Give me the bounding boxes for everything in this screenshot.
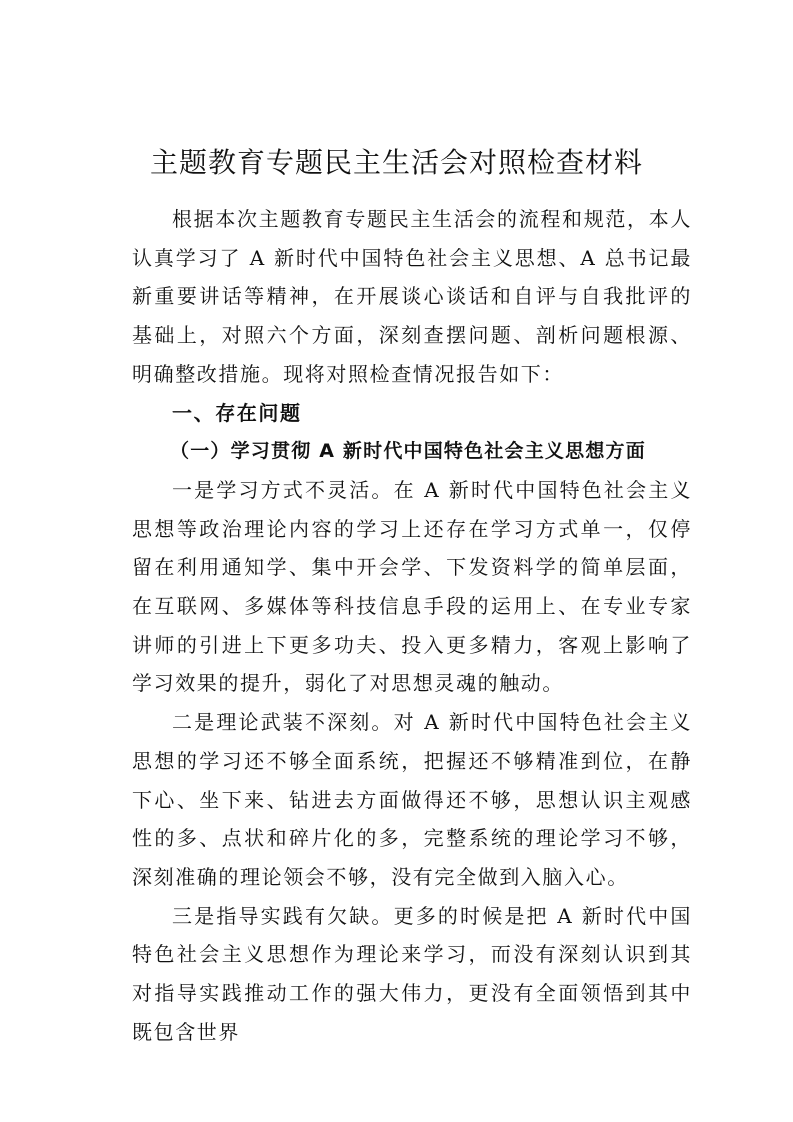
document-body — [132, 200, 692, 1051]
subsection-heading: （一）学习贯彻 A 新时代中国特色社会主义思想方面 — [170, 440, 646, 463]
point-paragraph: 一是学习方式不灵活。在 A 新时代中国特色社会主义思想等政治理论内容的学习上还存在学习方式单一，仅停留在利用通知学、集中开会学、下发资料学的简单层面，在互联网、多媒体等科技信息手段的运用上、在专业专家讲师的引进上下更多功夫、投入更多精力，客观上影响了学习效果的提升，弱化了对思想灵魂的触动。 — [132, 477, 692, 696]
point-paragraph: 三是指导实践有欠缺。更多的时候是把 A 新时代中国特色社会主义思想作为理论来学习，而没有深刻认识到其对指导实践推动工作的强大伟力，更没有全面领悟到其中既包含世界 — [132, 903, 692, 1044]
point-paragraph: 二是理论武装不深刻。对 A 新时代中国特色社会主义思想的学习还不够全面系统，把握还不够精准到位，在静下心、坐下来、钻进去方面做得还不够，思想认识主观感性的多、点状和碎片化的多，完整系统的理论学习不够，深刻准确的理论领会不够，没有完全做到入脑入心。 — [132, 710, 692, 889]
intro-paragraph: 根据本次主题教育专题民主生活会的流程和规范，本人认真学习了 A 新时代中国特色社会主义思想、A 总书记最新重要讲话等精神，在开展谈心谈话和自评与自我批评的基础上，对照六个方面，深刻查摆问题、剖析问题根源、明确整改措施。现将对照检查情况报告如下： — [132, 207, 692, 386]
document-title: 主题教育专题民主生活会对照检查材料 — [149, 146, 643, 179]
section-heading: 一、存在问题 — [172, 400, 302, 425]
